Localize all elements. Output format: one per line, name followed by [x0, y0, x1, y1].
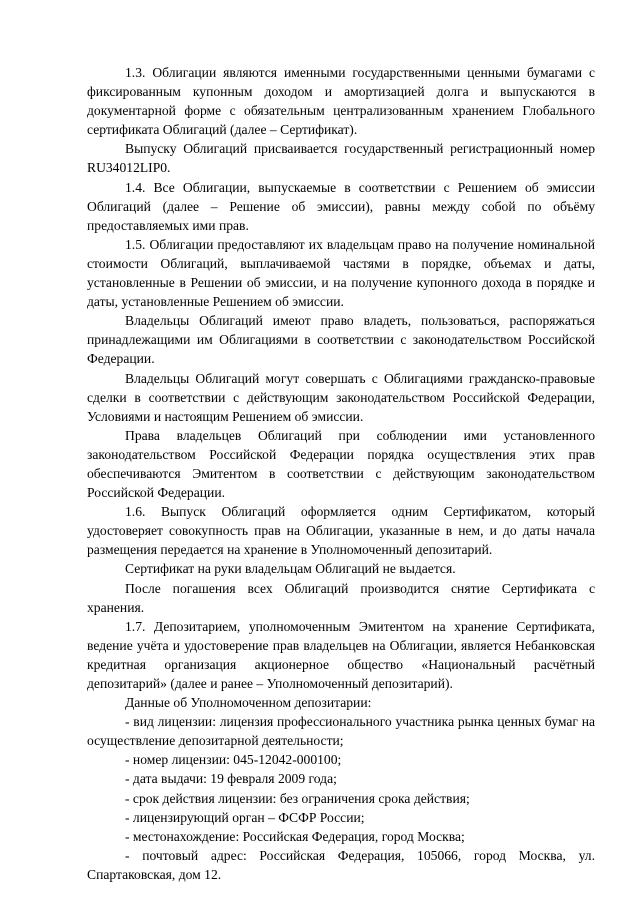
paragraph-owner-transactions: Владельцы Облигаций могут совершать с Облигациями гражданско-правовые сделки в соответствии с действующим законодательством Российской Федерации, Условиями и настоящим Решением об эмиссии.: [87, 370, 595, 424]
paragraph-1-3: 1.3. Облигации являются именными государственными ценными бумагами с фиксированным купонным доходом и амортизацией долга и выпускаются в документарной форме с обязательным централизованным хранением Глобального сертификата Облигаций (далее – Сертификат).: [87, 65, 595, 138]
paragraph-rights-ensured: Права владельцев Облигаций при соблюдении ими установленного законодательством Российской Федерации порядка осуществления этих прав обеспечиваются Эмитентом в соответствии с действующим законодательством Российской Федерации.: [87, 427, 595, 501]
document-page: [87, 63, 595, 884]
paragraph-depository-data-heading: Данные об Уполномоченном депозитарии:: [125, 695, 372, 711]
paragraph-registration-number: Выпуску Облигаций присваивается государственный регистрационный номер RU34012LIP0.: [87, 141, 595, 176]
paragraph-1-5: 1.5. Облигации предоставляют их владельцам право на получение номинальной стоимости Облигаций, выплачиваемой частями в порядке, объемах и даты, установленные в Решении об эмиссии, и на получение купонного дохода в порядке и даты, установленные Решением об эмиссии.: [87, 236, 595, 310]
depository-postal-address: - почтовый адрес: Российская Федерация, 105066, город Москва, ул. Спартаковская, дом 12.: [87, 847, 595, 882]
depository-license-type: - вид лицензии: лицензия профессионального участника рынка ценных бумаг на осуществление депозитарной деятельности;: [87, 714, 595, 749]
paragraph-owner-rights: Владельцы Облигаций имеют право владеть, пользоваться, распоряжаться принадлежащими им Облигациями в соответствии с законодательством Российской Федерации.: [87, 313, 595, 367]
depository-licensing-authority: - лицензирующий орган – ФСФР России;: [125, 809, 365, 825]
paragraph-1-4: 1.4. Все Облигации, выпускаемые в соответствии с Решением об эмиссии Облигаций (далее – Решение об эмиссии), равны между собой по объёму предоставляемых ими прав.: [87, 179, 595, 233]
paragraph-1-6: 1.6. Выпуск Облигаций оформляется одним Сертификатом, который удостоверяет совокупность прав на Облигации, указанные в нем, и до даты начала размещения передается на хранение в Уполномоченный депозитарий.: [87, 504, 595, 558]
paragraph-certificate-not-issued: Сертификат на руки владельцам Облигаций не выдается.: [125, 561, 456, 577]
paragraph-1-7: 1.7. Депозитарием, уполномоченным Эмитентом на хранение Сертификата, ведение учёта и удостоверение прав владельцев на Облигации, является Небанковская кредитная организация акционерное общество «Национальный расчётный депозитарий» (далее и ранее – Уполномоченный депозитарий).: [87, 618, 595, 691]
depository-issue-date: - дата выдачи: 19 февраля 2009 года;: [125, 771, 337, 787]
depository-location: - местонахождение: Российская Федерация, город Москва;: [125, 828, 465, 844]
depository-license-number: - номер лицензии: 045-12042-000100;: [125, 752, 342, 768]
paragraph-certificate-removal: После погашения всех Облигаций производится снятие Сертификата с хранения.: [87, 580, 595, 615]
depository-license-term: - срок действия лицензии: без ограничения срока действия;: [125, 790, 470, 806]
